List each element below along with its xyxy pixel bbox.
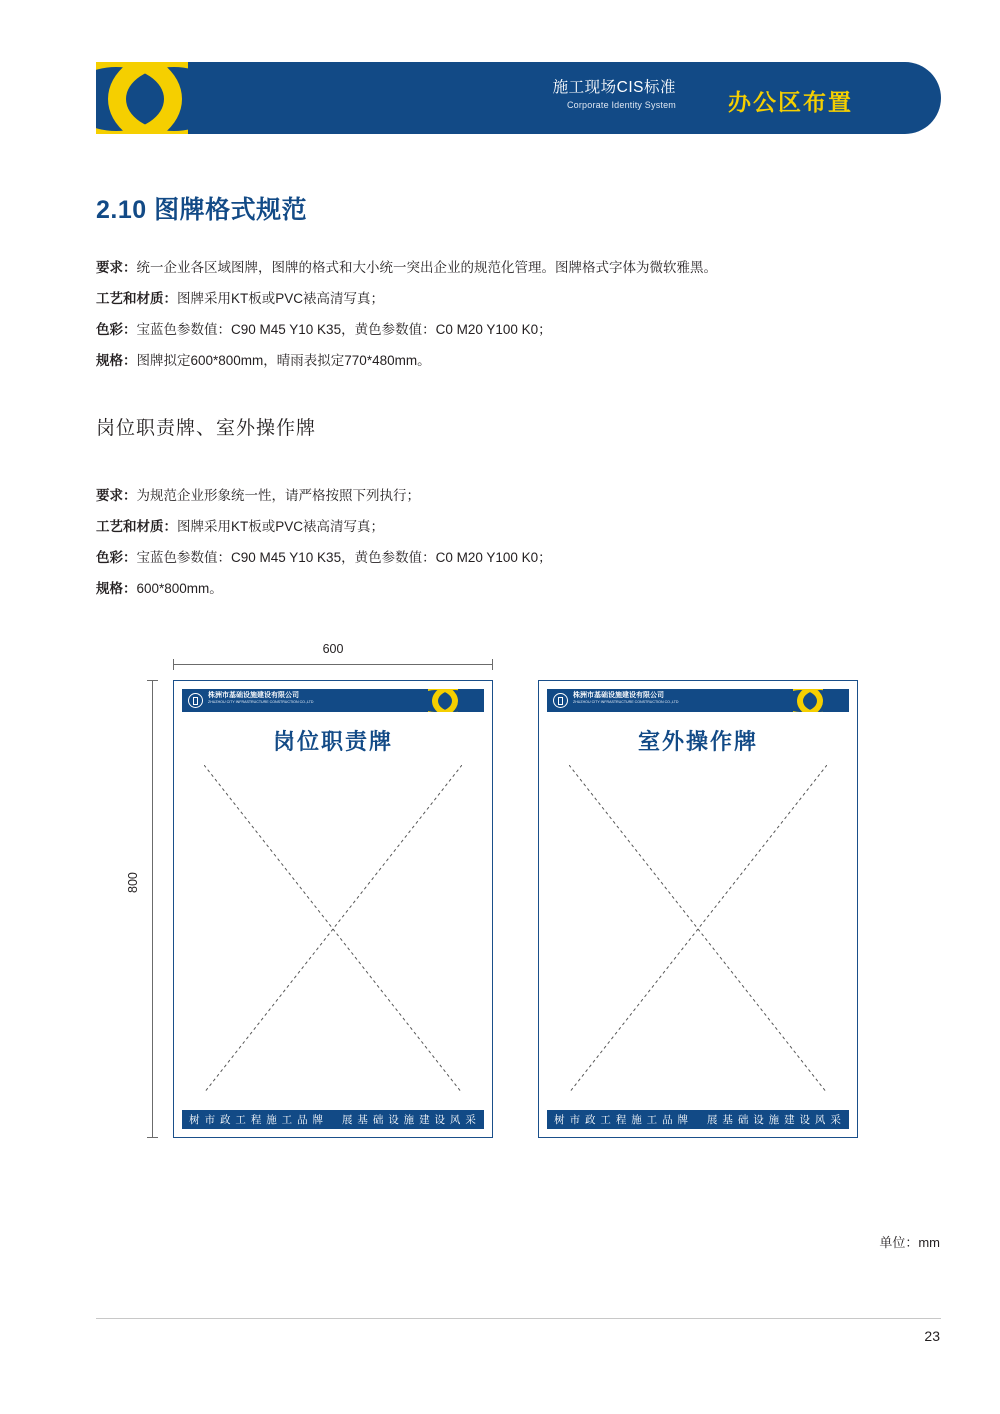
page-number: 23 (924, 1328, 940, 1344)
unit-note: 单位：mm (879, 1235, 940, 1250)
placeholder-cross-icon (204, 765, 462, 1093)
logo-swoosh-icon (96, 62, 246, 134)
spec-line (96, 480, 896, 511)
company-name-block (208, 692, 313, 705)
spec-label: 规格： (96, 353, 137, 368)
company-logo-icon (188, 693, 203, 708)
spec-line (96, 542, 896, 573)
company-name-cn: 株洲市基础设施建设有限公司 (208, 692, 299, 699)
header-title: 办公区布置 (728, 89, 853, 115)
dimension-label-height: 800 (126, 872, 140, 893)
company-name-en: ZHUZHOU CITY INFRASTRUCTURE CONSTRUCTION CO.,LTD (208, 700, 314, 705)
header-cis-label (553, 79, 676, 110)
spec-label: 规格： (96, 581, 137, 596)
spec-line (96, 345, 896, 376)
spec-line (96, 573, 896, 604)
dimension-line-height (152, 680, 153, 1138)
company-name-cn: 株洲市基础设施建设有限公司 (573, 692, 664, 699)
footer-slogan-left: 树 市 政 工 程 施 工 品 牌 (189, 1114, 324, 1126)
sign-spec-diagram (96, 640, 906, 1180)
spec-text: 宝蓝色参数值：C90 M45 Y10 K35，黄色参数值：C0 M20 Y100 K0； (136, 550, 552, 565)
spec-text: 为规范企业形象统一性，请严格按照下列执行； (136, 488, 420, 503)
company-logo-icon (553, 693, 568, 708)
footer-slogan-right: 展 基 础 设 施 建 设 风 采 (342, 1114, 477, 1126)
spec-list-bottom (96, 480, 896, 604)
logo-swoosh-icon (428, 689, 484, 712)
spec-label: 色彩： (96, 322, 137, 337)
spec-text: 图牌采用KT板或PVC裱高清写真； (177, 519, 385, 534)
sign-board-footer (547, 1110, 849, 1129)
page-header-banner (96, 62, 941, 134)
sign-board-preview (538, 680, 858, 1138)
spec-label: 工艺和材质： (96, 291, 177, 306)
spec-text: 统一企业各区域图牌，图牌的格式和大小统一突出企业的规范化管理。图牌格式字体为微软雅黑。 (136, 260, 717, 275)
company-name-block (573, 692, 678, 705)
sign-board-title: 岗位职责牌 (272, 729, 393, 754)
spec-line (96, 314, 896, 345)
spec-text: 宝蓝色参数值：C90 M45 Y10 K35，黄色参数值：C0 M20 Y100 K0； (136, 322, 552, 337)
spec-label: 工艺和材质： (96, 519, 177, 534)
dimension-label-width: 600 (322, 642, 344, 656)
spec-line (96, 283, 896, 314)
spec-label: 要求： (96, 260, 137, 275)
spec-label: 要求： (96, 488, 137, 503)
spec-text: 图牌拟定600*800mm，晴雨表拟定770*480mm。 (136, 353, 431, 368)
dimension-line-width (173, 664, 493, 665)
header-cis-en: Corporate Identity System (566, 99, 676, 110)
sign-board-header (547, 689, 849, 712)
spec-label: 色彩： (96, 550, 137, 565)
logo-swoosh-icon (793, 689, 849, 712)
sign-board-footer (182, 1110, 484, 1129)
spec-line (96, 252, 896, 283)
spec-line (96, 511, 896, 542)
spec-text: 600*800mm。 (136, 581, 223, 596)
sign-board-title: 室外操作牌 (637, 729, 758, 754)
footer-slogan-right: 展 基 础 设 施 建 设 风 采 (707, 1114, 842, 1126)
company-name-en: ZHUZHOU CITY INFRASTRUCTURE CONSTRUCTION CO.,LTD (573, 700, 679, 705)
placeholder-cross-icon (569, 765, 827, 1093)
spec-list-top (96, 252, 896, 376)
header-cis-cn: 施工现场CIS标准 (552, 79, 676, 96)
subsection-title: 岗位职责牌、室外操作牌 (96, 418, 317, 439)
sign-board-preview (173, 680, 493, 1138)
page-title: 2.10 图牌格式规范 (96, 196, 308, 224)
footer-slogan-left: 树 市 政 工 程 施 工 品 牌 (554, 1114, 689, 1126)
sign-board-header (182, 689, 484, 712)
spec-text: 图牌采用KT板或PVC裱高清写真； (177, 291, 385, 306)
footer-divider (96, 1318, 941, 1319)
